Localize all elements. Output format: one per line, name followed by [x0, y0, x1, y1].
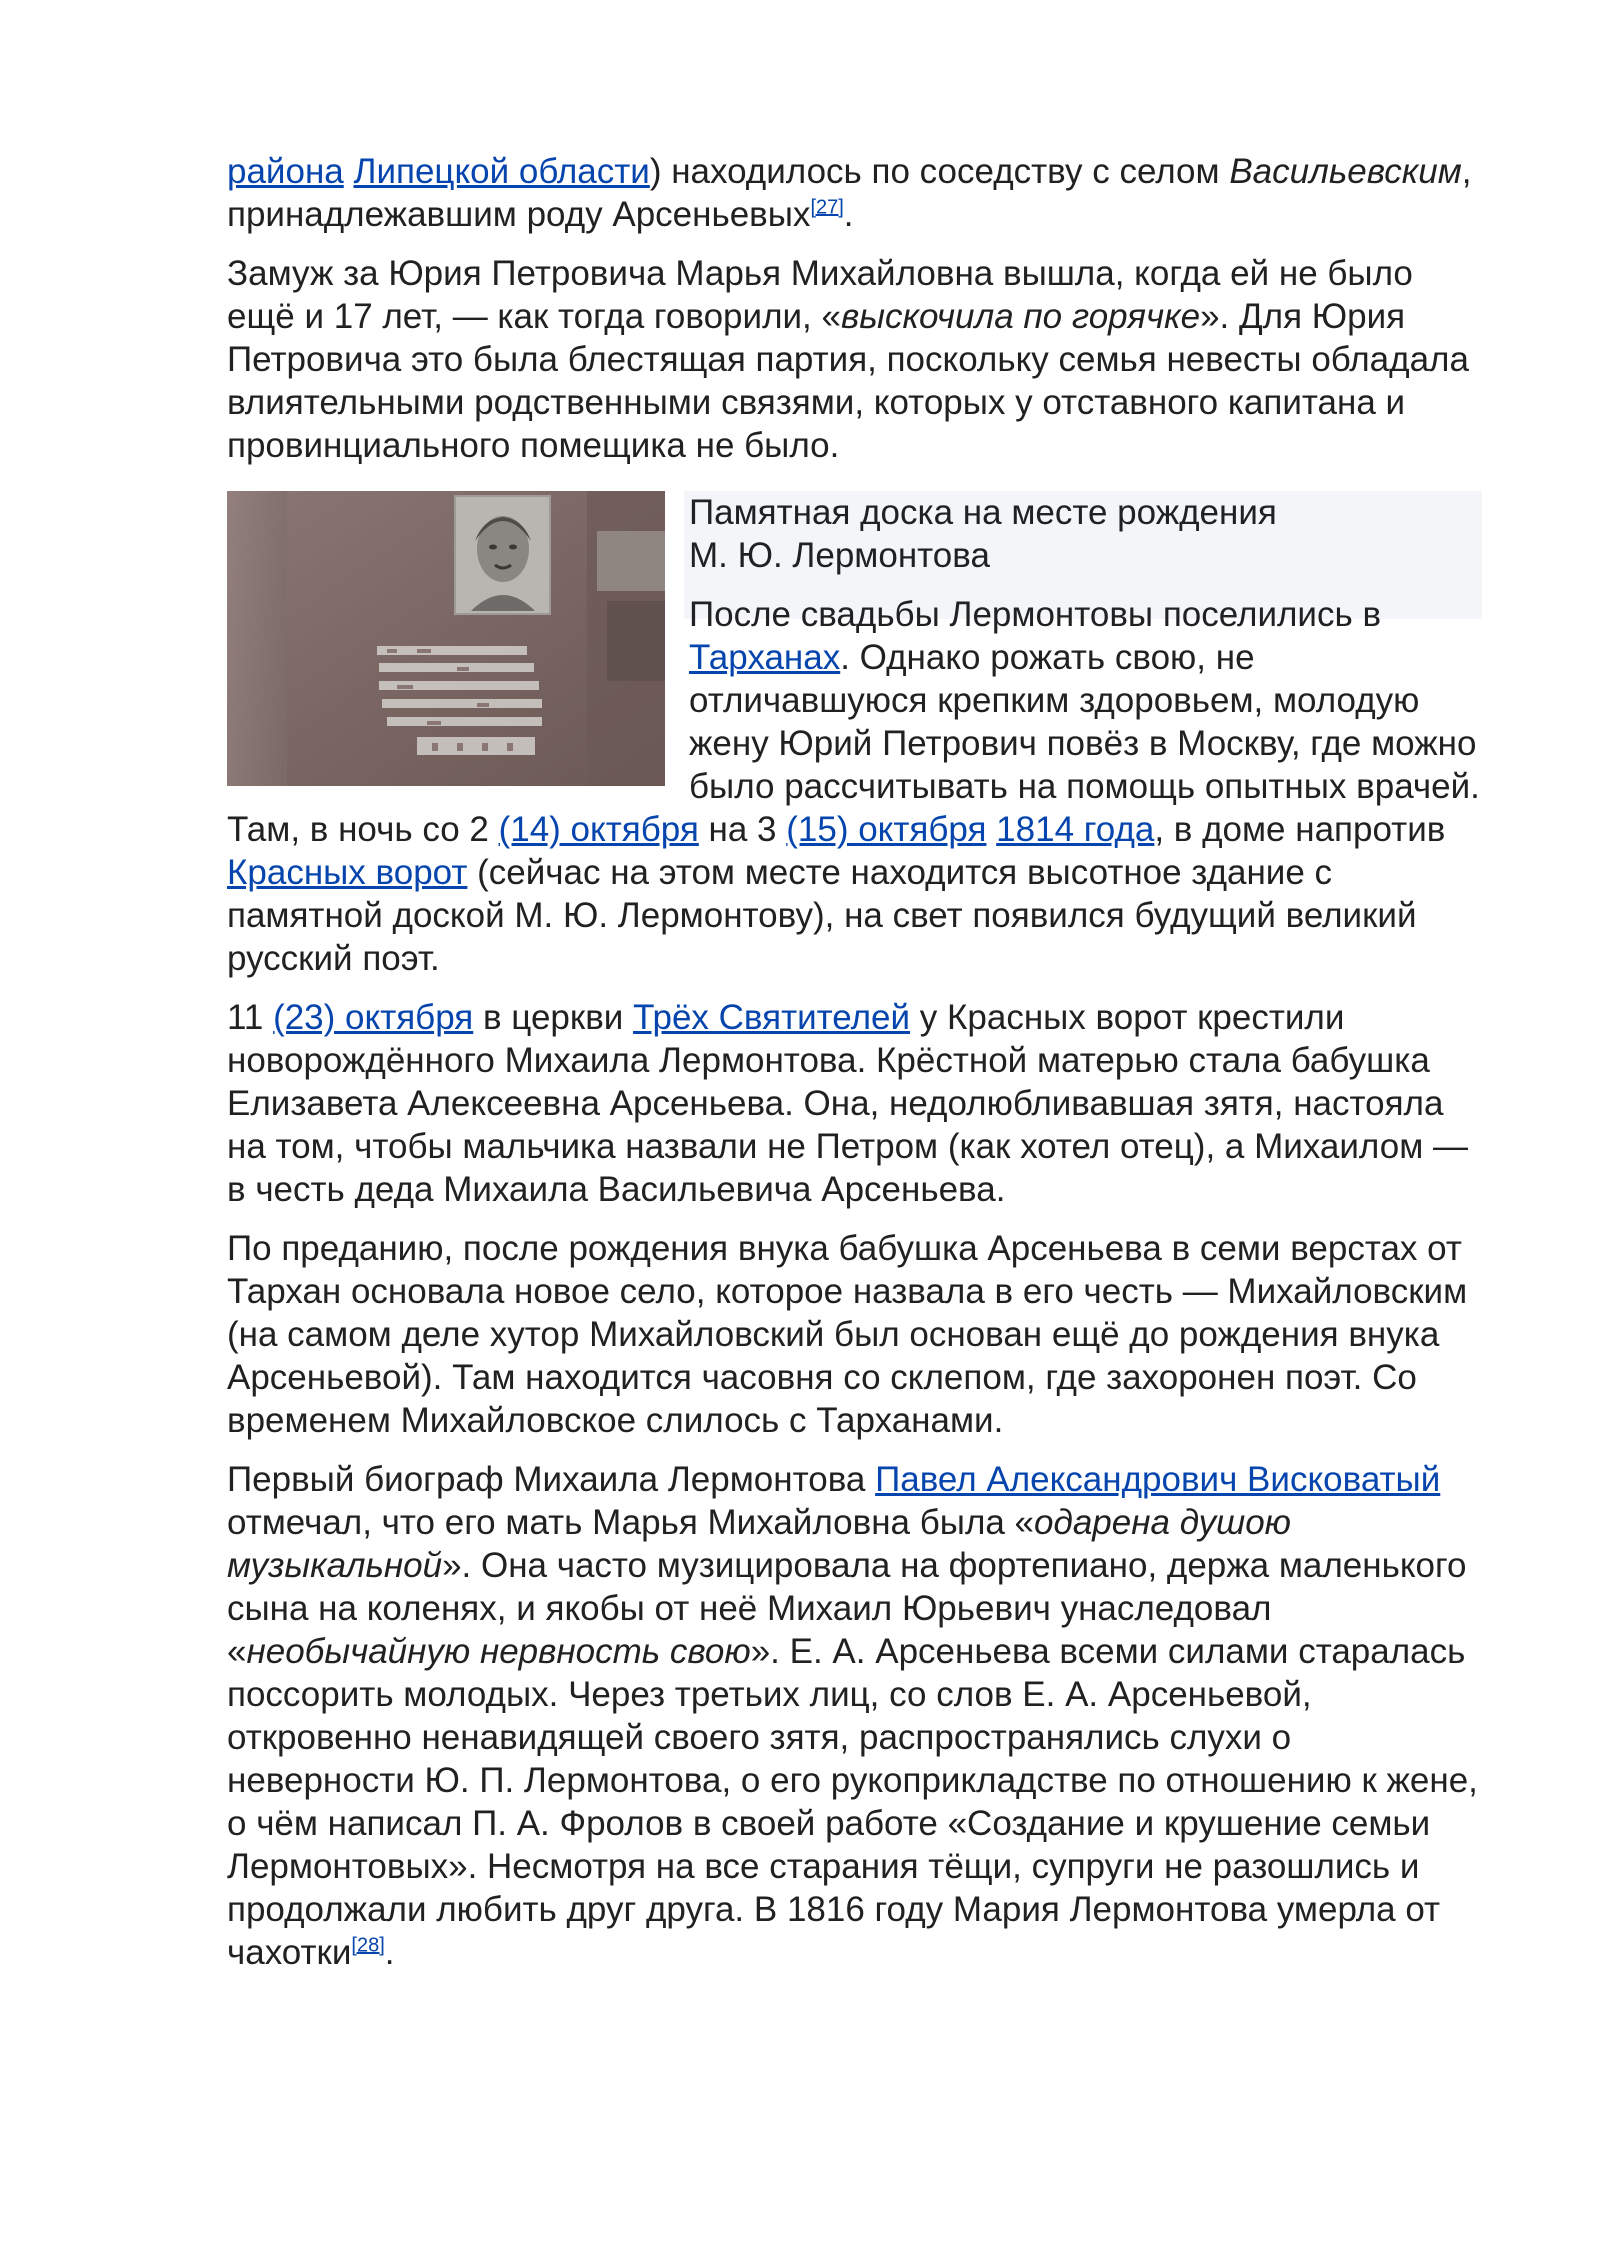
- text: По преданию, после рождения внука бабушка Арсеньева в семи верстах от Тархан основала новое село, которое назвала в его честь — Михайловским (на самом деле хутор Михайловский был основан ещё до рождения внука Арсеньевой). Там находится часовня со склепом, где захоронен поэт. Со временем Михайловское слилось с Тарханами.: [227, 1229, 1468, 1440]
- link-1814-year[interactable]: 1814 года: [996, 810, 1155, 849]
- text: ». Е. А. Арсеньева всеми силами старалась поссорить молодых. Через третьих лиц, со слов Е. А. Арсеньевой, откровенно ненавидящей своего зятя, распространялись слухи о неверности Ю. П. Лермонтова, о его рукоприкладстве по отношению к жене, о чём написал П. А. Фролов в своей работе «Создание и крушение семьи Лермонтовых». Несмотря на все старания тёщи, супруги не разошлись и продолжали любить друг друга. В 1816 году Мария Лермонтова умерла от чахотки: [227, 1632, 1478, 1972]
- text: .: [843, 195, 854, 234]
- figure-block: [227, 491, 1482, 980]
- text: 11: [227, 998, 274, 1037]
- text: .: [384, 1933, 395, 1972]
- link-14-october[interactable]: (14) октября: [498, 810, 699, 849]
- reference-link[interactable]: [28]: [351, 1934, 385, 1957]
- memorial-plaque-image[interactable]: [227, 491, 665, 786]
- text: После свадьбы Лермонтовы поселились в: [689, 595, 1382, 634]
- paragraph-origin: [227, 150, 1482, 236]
- text: , в доме напротив: [1154, 810, 1446, 849]
- link-tarkhany[interactable]: Тарханах: [689, 638, 841, 677]
- italic-text: одарена душою музыкальной: [227, 1503, 1291, 1585]
- link-lipetsk-oblast[interactable]: Липецкой области: [353, 152, 650, 191]
- text: на 3: [698, 810, 787, 849]
- text: Первый биограф Михаила Лермонтова: [227, 1460, 876, 1499]
- reference-link[interactable]: [27]: [810, 196, 844, 219]
- text: ». Она часто музицировала на фортепиано, держа маленького сына на коленях, и якобы от неё Михаил Юрьевич унаследовал «: [227, 1546, 1467, 1671]
- link-district[interactable]: района: [227, 152, 344, 191]
- text: ) находилось по соседству с селом: [649, 152, 1230, 191]
- paragraph-baptism: [227, 996, 1482, 1211]
- text: . Однако рожать свою, не отличавшуюся крепким здоровьем, молодую жену Юрий Петрович повёз в Москву, где можно было рассчитывать на помощь опытных врачей. Там, в ночь со 2: [227, 638, 1480, 849]
- text: (сейчас на этом месте находится высотное здание с памятной доской М. Ю. Лермонтову), на свет появился будущий великий русский поэт.: [227, 853, 1417, 978]
- text: [986, 810, 996, 849]
- text: у Красных ворот крестили новорождённого Михаила Лермонтова. Крёстной матерью стала бабушка Елизавета Алексеевна Арсеньева. Она, недолюбливавшая зятя, настояла на том, чтобы мальчика назвали не Петром (как хотел отец), а Михаилом — в честь деда Михаила Васильевича Арсеньева.: [227, 998, 1468, 1209]
- text: отмечал, что его мать Марья Михайловна была «: [227, 1503, 1035, 1542]
- italic-text: необычайную нервность свою: [246, 1632, 751, 1671]
- italic-text: Васильевским: [1229, 152, 1462, 191]
- article-body: [227, 150, 1482, 1990]
- text: ». Для Юрия Петровича это была блестящая партия, поскольку семья невесты обладала влиятельными родственными связями, которых у отставного капитана и провинциального помещика не было.: [227, 297, 1469, 465]
- text: , принадлежавшим роду Арсеньевых: [227, 152, 1472, 234]
- caption-line: Памятная доска на месте рождения: [689, 493, 1277, 532]
- paragraph-marriage: [227, 252, 1482, 467]
- link-three-saints-church[interactable]: Трёх Святителей: [633, 998, 911, 1037]
- link-viskovatyi[interactable]: Павел Александрович Висковатый: [875, 1460, 1441, 1499]
- link-red-gate[interactable]: Красных ворот: [227, 853, 468, 892]
- reference-27[interactable]: [810, 196, 843, 218]
- link-15-october[interactable]: (15) октября: [786, 810, 987, 849]
- reference-28[interactable]: [351, 1934, 384, 1956]
- text: в церкви: [473, 998, 634, 1037]
- memorial-plaque-picture: [227, 491, 665, 786]
- caption-line: М. Ю. Лермонтова: [689, 536, 990, 575]
- text: Замуж за Юрия Петровича Марья Михайловна вышла, когда ей не было ещё и 17 лет, — как тогда говорили, «: [227, 254, 1413, 336]
- link-23-october[interactable]: (23) октября: [273, 998, 474, 1037]
- italic-text: выскочила по горячке: [840, 297, 1201, 336]
- paragraph-biographer: [227, 1458, 1482, 1974]
- paragraph-mikhailovskoe: [227, 1227, 1482, 1442]
